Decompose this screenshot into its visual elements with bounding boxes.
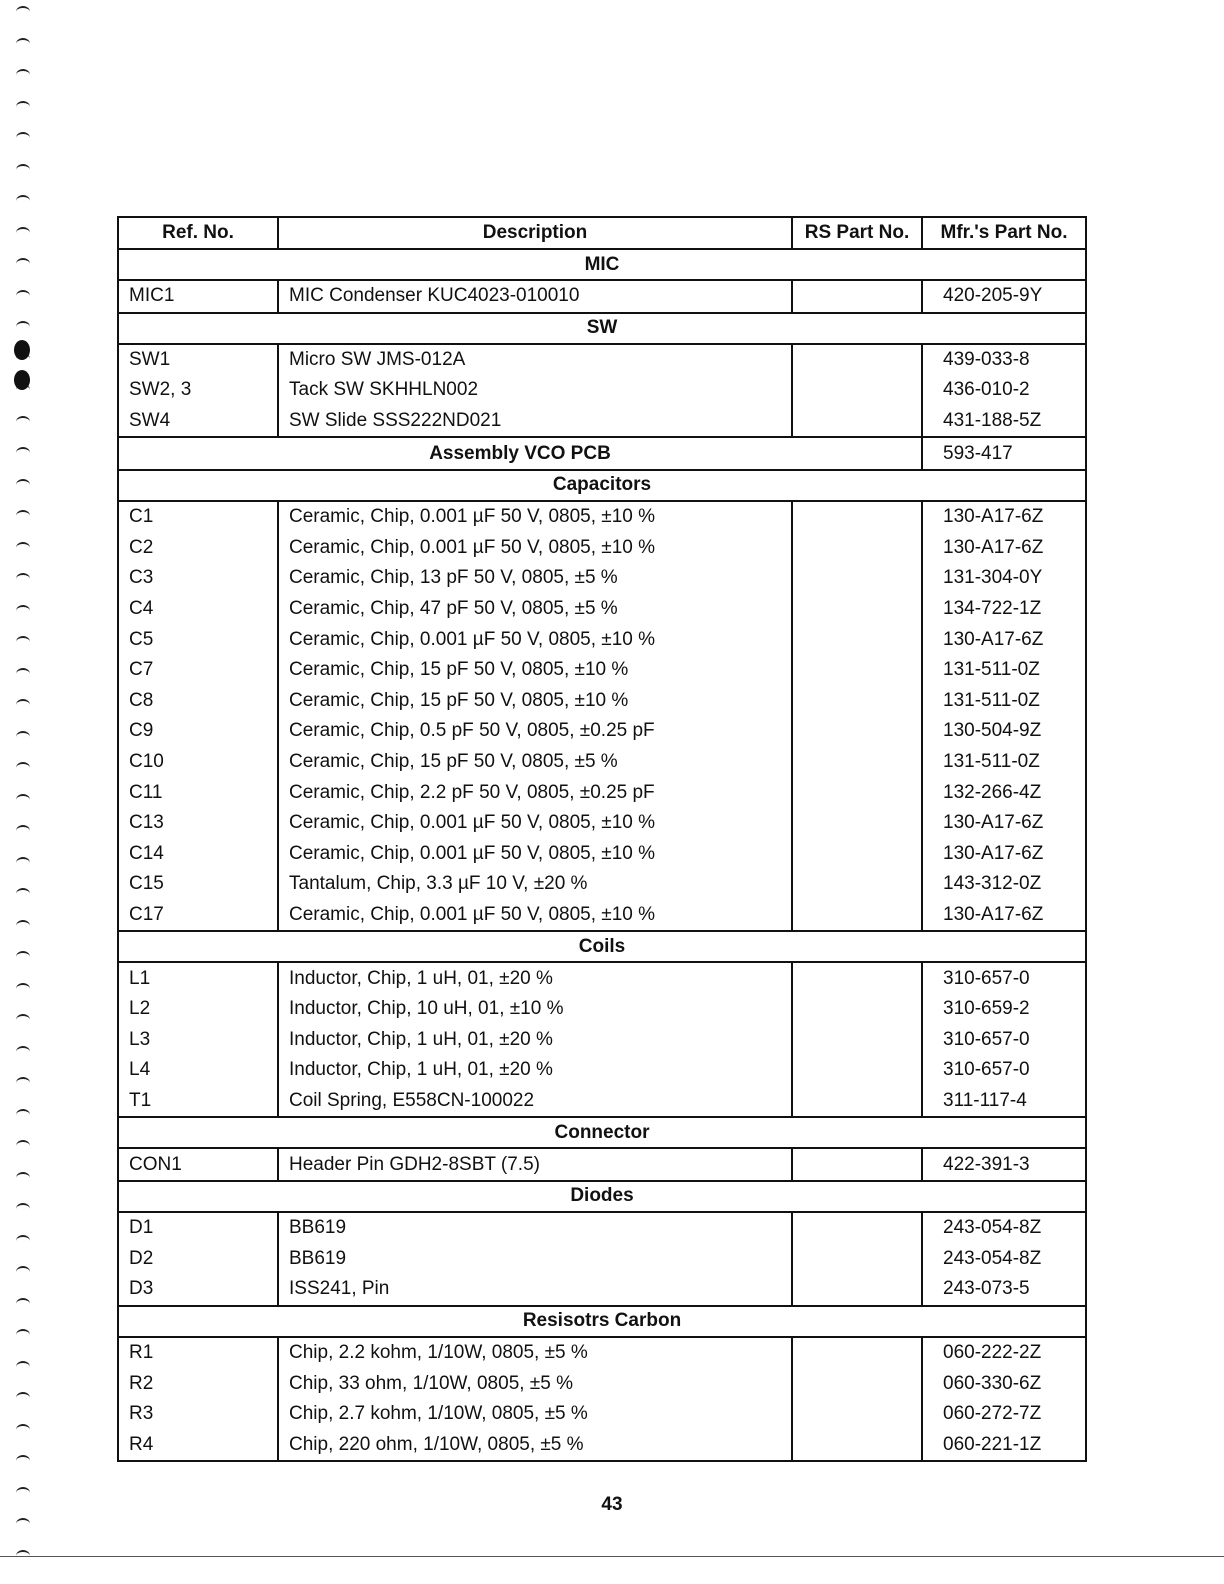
ref-no-cell: C3: [118, 563, 278, 594]
table-row: [118, 375, 1086, 406]
description-cell: Ceramic, Chip, 0.001 µF 50 V, 0805, ±10 %: [278, 808, 792, 839]
rs-part-no-cell: [792, 869, 922, 900]
description-cell: Chip, 2.2 kohm, 1/10W, 0805, ±5 %: [278, 1337, 792, 1369]
section-title: Capacitors: [118, 470, 1086, 501]
rs-part-no-cell: [792, 686, 922, 717]
table-row: [118, 594, 1086, 625]
description-cell: Tantalum, Chip, 3.3 µF 10 V, ±20 %: [278, 869, 792, 900]
rs-part-no-cell: [792, 808, 922, 839]
table-row: [118, 869, 1086, 900]
description-cell: Ceramic, Chip, 0.001 µF 50 V, 0805, ±10 %: [278, 839, 792, 870]
table-row: [118, 406, 1086, 438]
mfr-part-no-cell: 132-266-4Z: [922, 777, 1086, 808]
rs-part-no-cell: [792, 1024, 922, 1055]
rs-part-no-cell: [792, 624, 922, 655]
binding-hook: [16, 290, 30, 302]
ref-no-cell: SW1: [118, 344, 278, 376]
assembly-label: Assembly VCO PCB: [118, 437, 922, 470]
description-cell: Ceramic, Chip, 0.001 µF 50 V, 0805, ±10 %: [278, 533, 792, 564]
binding-hook: [16, 762, 30, 774]
ref-no-cell: C4: [118, 594, 278, 625]
binding-hook: [16, 1518, 30, 1530]
section-header-row: [118, 249, 1086, 280]
mfr-part-no-cell: 439-033-8: [922, 344, 1086, 376]
section-header-row: [118, 313, 1086, 344]
table-row: [118, 1337, 1086, 1369]
section-title: SW: [118, 313, 1086, 344]
table-row: [118, 1212, 1086, 1244]
ref-no-cell: C15: [118, 869, 278, 900]
binding-hook: [16, 1077, 30, 1089]
header-ref-no: Ref. No.: [118, 217, 278, 249]
description-cell: Ceramic, Chip, 15 pF 50 V, 0805, ±10 %: [278, 655, 792, 686]
table-header-row: [118, 217, 1086, 249]
description-cell: Ceramic, Chip, 2.2 pF 50 V, 0805, ±0.25 pF: [278, 777, 792, 808]
ref-no-cell: T1: [118, 1086, 278, 1118]
ref-no-cell: D1: [118, 1212, 278, 1244]
description-cell: Inductor, Chip, 1 uH, 01, ±20 %: [278, 1024, 792, 1055]
ref-no-cell: SW4: [118, 406, 278, 438]
table-row: [118, 501, 1086, 533]
ref-no-cell: L3: [118, 1024, 278, 1055]
binding-hook: [16, 1235, 30, 1247]
ref-no-cell: C13: [118, 808, 278, 839]
binding-hook: [16, 825, 30, 837]
table-row: [118, 655, 1086, 686]
rs-part-no-cell: [792, 1274, 922, 1306]
description-cell: Micro SW JMS-012A: [278, 344, 792, 376]
table-row: [118, 808, 1086, 839]
description-cell: Ceramic, Chip, 0.001 µF 50 V, 0805, ±10 %: [278, 501, 792, 533]
ref-no-cell: L4: [118, 1055, 278, 1086]
binding-hook: [16, 1361, 30, 1373]
binding-hook: [16, 731, 30, 743]
binding-hook: [16, 416, 30, 428]
table-row: [118, 1024, 1086, 1055]
table-row: [118, 1429, 1086, 1461]
section-header-row: [118, 1117, 1086, 1148]
description-cell: MIC Condenser KUC4023-010010: [278, 280, 792, 313]
table-row: [118, 1399, 1086, 1430]
mfr-part-no-cell: 134-722-1Z: [922, 594, 1086, 625]
description-cell: Coil Spring, E558CN-100022: [278, 1086, 792, 1118]
table-row: [118, 344, 1086, 376]
header-mfr-part-no: Mfr.'s Part No.: [922, 217, 1086, 249]
binding-hole: [14, 370, 30, 390]
rs-part-no-cell: [792, 1399, 922, 1430]
parts-list-table: [117, 216, 1087, 1462]
rs-part-no-cell: [792, 962, 922, 994]
description-cell: Ceramic, Chip, 47 pF 50 V, 0805, ±5 %: [278, 594, 792, 625]
section-header-row: [118, 1181, 1086, 1212]
ref-no-cell: C14: [118, 839, 278, 870]
table-row: [118, 533, 1086, 564]
binding-hook: [16, 1455, 30, 1467]
rs-part-no-cell: [792, 994, 922, 1025]
binding-hook: [16, 321, 30, 333]
table-row: [118, 839, 1086, 870]
mfr-part-no-cell: 130-A17-6Z: [922, 501, 1086, 533]
ref-no-cell: C7: [118, 655, 278, 686]
ref-no-cell: R2: [118, 1368, 278, 1399]
table-row: [118, 777, 1086, 808]
description-cell: Tack SW SKHHLN002: [278, 375, 792, 406]
section-title: Coils: [118, 931, 1086, 962]
table-row: [118, 747, 1086, 778]
binding-hook: [16, 668, 30, 680]
binding-hook: [16, 1172, 30, 1184]
description-cell: Chip, 2.7 kohm, 1/10W, 0805, ±5 %: [278, 1399, 792, 1430]
binding-hook: [16, 983, 30, 995]
ref-no-cell: C2: [118, 533, 278, 564]
mfr-part-no-cell: 130-504-9Z: [922, 716, 1086, 747]
mfr-part-no-cell: 131-511-0Z: [922, 655, 1086, 686]
rs-part-no-cell: [792, 1055, 922, 1086]
section-title: Connector: [118, 1117, 1086, 1148]
mfr-part-no-cell: 422-391-3: [922, 1148, 1086, 1181]
rs-part-no-cell: [792, 1148, 922, 1181]
ref-no-cell: R4: [118, 1429, 278, 1461]
table-row: [118, 280, 1086, 313]
spiral-binding: [12, 0, 40, 1584]
binding-hook: [16, 479, 30, 491]
binding-hook: [16, 69, 30, 81]
binding-hook: [16, 195, 30, 207]
mfr-part-no-cell: 130-A17-6Z: [922, 624, 1086, 655]
ref-no-cell: C10: [118, 747, 278, 778]
rs-part-no-cell: [792, 1429, 922, 1461]
rs-part-no-cell: [792, 594, 922, 625]
ref-no-cell: R3: [118, 1399, 278, 1430]
binding-hook: [16, 1109, 30, 1121]
binding-hook: [16, 794, 30, 806]
description-cell: Inductor, Chip, 1 uH, 01, ±20 %: [278, 962, 792, 994]
rs-part-no-cell: [792, 777, 922, 808]
description-cell: SW Slide SSS222ND021: [278, 406, 792, 438]
mfr-part-no-cell: 243-073-5: [922, 1274, 1086, 1306]
mfr-part-no-cell: 143-312-0Z: [922, 869, 1086, 900]
parts-table-body: [118, 249, 1086, 1461]
binding-hook: [16, 132, 30, 144]
assembly-row: [118, 437, 1086, 470]
description-cell: ISS241, Pin: [278, 1274, 792, 1306]
mfr-part-no-cell: 060-222-2Z: [922, 1337, 1086, 1369]
description-cell: Inductor, Chip, 10 uH, 01, ±10 %: [278, 994, 792, 1025]
binding-hook: [16, 227, 30, 239]
ref-no-cell: D3: [118, 1274, 278, 1306]
mfr-part-no-cell: 060-221-1Z: [922, 1429, 1086, 1461]
binding-hook: [16, 573, 30, 585]
binding-hook: [16, 699, 30, 711]
mfr-part-no-cell: 060-272-7Z: [922, 1399, 1086, 1430]
rs-part-no-cell: [792, 280, 922, 313]
rs-part-no-cell: [792, 1337, 922, 1369]
mfr-part-no-cell: 060-330-6Z: [922, 1368, 1086, 1399]
rs-part-no-cell: [792, 655, 922, 686]
page-number: 43: [601, 1494, 623, 1515]
mfr-part-no-cell: 131-304-0Y: [922, 563, 1086, 594]
mfr-part-no-cell: 310-659-2: [922, 994, 1086, 1025]
table-row: [118, 962, 1086, 994]
binding-hook: [16, 888, 30, 900]
table-row: [118, 1243, 1086, 1274]
binding-hook: [16, 605, 30, 617]
table-row: [118, 1086, 1086, 1118]
rs-part-no-cell: [792, 533, 922, 564]
ref-no-cell: MIC1: [118, 280, 278, 313]
ref-no-cell: C17: [118, 900, 278, 932]
section-title: MIC: [118, 249, 1086, 280]
mfr-part-no-cell: 131-511-0Z: [922, 686, 1086, 717]
table-row: [118, 563, 1086, 594]
rs-part-no-cell: [792, 375, 922, 406]
description-cell: Chip, 220 ohm, 1/10W, 0805, ±5 %: [278, 1429, 792, 1461]
mfr-part-no-cell: 243-054-8Z: [922, 1243, 1086, 1274]
binding-hook: [16, 101, 30, 113]
assembly-part-no: 593-417: [922, 437, 1086, 470]
ref-no-cell: C1: [118, 501, 278, 533]
binding-hook: [16, 1140, 30, 1152]
header-rs-part-no: RS Part No.: [792, 217, 922, 249]
mfr-part-no-cell: 130-A17-6Z: [922, 533, 1086, 564]
table-row: [118, 1055, 1086, 1086]
rs-part-no-cell: [792, 716, 922, 747]
binding-hook: [16, 920, 30, 932]
mfr-part-no-cell: 311-117-4: [922, 1086, 1086, 1118]
binding-hook: [16, 258, 30, 270]
description-cell: Inductor, Chip, 1 uH, 01, ±20 %: [278, 1055, 792, 1086]
ref-no-cell: L1: [118, 962, 278, 994]
mfr-part-no-cell: 431-188-5Z: [922, 406, 1086, 438]
binding-hook: [16, 951, 30, 963]
description-cell: BB619: [278, 1243, 792, 1274]
rs-part-no-cell: [792, 900, 922, 932]
mfr-part-no-cell: 436-010-2: [922, 375, 1086, 406]
ref-no-cell: C9: [118, 716, 278, 747]
section-title: Resisotrs Carbon: [118, 1306, 1086, 1337]
description-cell: Ceramic, Chip, 0.001 µF 50 V, 0805, ±10 %: [278, 624, 792, 655]
table-row: [118, 1148, 1086, 1181]
table-row: [118, 994, 1086, 1025]
rs-part-no-cell: [792, 839, 922, 870]
binding-hook: [16, 542, 30, 554]
section-header-row: [118, 470, 1086, 501]
binding-hook: [16, 510, 30, 522]
ref-no-cell: SW2, 3: [118, 375, 278, 406]
ref-no-cell: C11: [118, 777, 278, 808]
section-header-row: [118, 931, 1086, 962]
ref-no-cell: R1: [118, 1337, 278, 1369]
ref-no-cell: CON1: [118, 1148, 278, 1181]
binding-hook: [16, 1046, 30, 1058]
rs-part-no-cell: [792, 406, 922, 438]
description-cell: Chip, 33 ohm, 1/10W, 0805, ±5 %: [278, 1368, 792, 1399]
binding-hook: [16, 1424, 30, 1436]
binding-hole: [14, 340, 30, 360]
description-cell: Ceramic, Chip, 13 pF 50 V, 0805, ±5 %: [278, 563, 792, 594]
mfr-part-no-cell: 310-657-0: [922, 1055, 1086, 1086]
section-header-row: [118, 1306, 1086, 1337]
rs-part-no-cell: [792, 1368, 922, 1399]
binding-hook: [16, 857, 30, 869]
description-cell: Ceramic, Chip, 15 pF 50 V, 0805, ±5 %: [278, 747, 792, 778]
mfr-part-no-cell: 243-054-8Z: [922, 1212, 1086, 1244]
rs-part-no-cell: [792, 501, 922, 533]
description-cell: Ceramic, Chip, 0.5 pF 50 V, 0805, ±0.25 pF: [278, 716, 792, 747]
table-row: [118, 1274, 1086, 1306]
mfr-part-no-cell: 130-A17-6Z: [922, 900, 1086, 932]
binding-hook: [16, 164, 30, 176]
ref-no-cell: D2: [118, 1243, 278, 1274]
rs-part-no-cell: [792, 344, 922, 376]
mfr-part-no-cell: 310-657-0: [922, 1024, 1086, 1055]
rs-part-no-cell: [792, 1212, 922, 1244]
mfr-part-no-cell: 130-A17-6Z: [922, 808, 1086, 839]
table-row: [118, 686, 1086, 717]
header-description: Description: [278, 217, 792, 249]
mfr-part-no-cell: 310-657-0: [922, 962, 1086, 994]
description-cell: Ceramic, Chip, 15 pF 50 V, 0805, ±10 %: [278, 686, 792, 717]
description-cell: Header Pin GDH2-8SBT (7.5): [278, 1148, 792, 1181]
binding-hook: [16, 1392, 30, 1404]
rs-part-no-cell: [792, 747, 922, 778]
section-title: Diodes: [118, 1181, 1086, 1212]
binding-hook: [16, 1298, 30, 1310]
binding-hook: [16, 1329, 30, 1341]
binding-hook: [16, 1266, 30, 1278]
ref-no-cell: C5: [118, 624, 278, 655]
rs-part-no-cell: [792, 563, 922, 594]
description-cell: BB619: [278, 1212, 792, 1244]
binding-hook: [16, 6, 30, 18]
description-cell: Ceramic, Chip, 0.001 µF 50 V, 0805, ±10 %: [278, 900, 792, 932]
ref-no-cell: L2: [118, 994, 278, 1025]
binding-hook: [16, 447, 30, 459]
mfr-part-no-cell: 420-205-9Y: [922, 280, 1086, 313]
rs-part-no-cell: [792, 1243, 922, 1274]
binding-hook: [16, 1014, 30, 1026]
table-row: [118, 1368, 1086, 1399]
table-row: [118, 624, 1086, 655]
binding-hook: [16, 636, 30, 648]
bottom-rule: [0, 1556, 1224, 1557]
binding-hook: [16, 38, 30, 50]
table-row: [118, 716, 1086, 747]
rs-part-no-cell: [792, 1086, 922, 1118]
ref-no-cell: C8: [118, 686, 278, 717]
table-row: [118, 900, 1086, 932]
binding-hook: [16, 1203, 30, 1215]
mfr-part-no-cell: 131-511-0Z: [922, 747, 1086, 778]
mfr-part-no-cell: 130-A17-6Z: [922, 839, 1086, 870]
